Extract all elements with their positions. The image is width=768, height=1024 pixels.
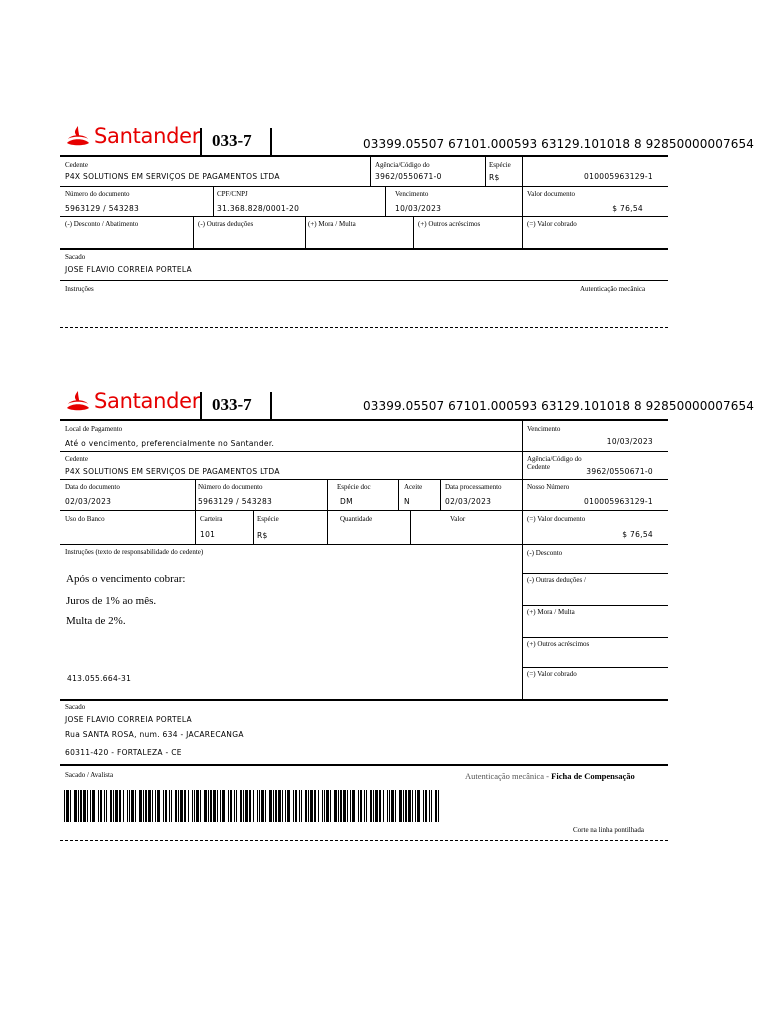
agencia-label-2: Cedente bbox=[527, 463, 550, 471]
aceite-value: N bbox=[404, 497, 410, 506]
flame-icon bbox=[66, 390, 90, 412]
local-label: Local de Pagamento bbox=[65, 425, 123, 433]
ficha-label: Ficha de Compensação bbox=[551, 771, 635, 781]
cedente-label: Cedente bbox=[65, 455, 88, 463]
local-value: Até o vencimento, preferencialmente no Santander. bbox=[65, 439, 275, 448]
data-doc-label: Data do documento bbox=[65, 483, 120, 491]
cut-line-bottom bbox=[60, 840, 668, 841]
instrucao-linha-3: Multa de 2%. bbox=[66, 615, 126, 627]
data-proc-value: 02/03/2023 bbox=[445, 497, 492, 506]
carteira-label: Carteira bbox=[200, 515, 223, 523]
sacado-cidade: 60311-420 - FORTALEZA - CE bbox=[65, 748, 182, 757]
vencimento-label: Vencimento bbox=[395, 190, 429, 198]
cedente-label: Cedente bbox=[65, 161, 88, 169]
mora-label: (+) Mora / Multa bbox=[527, 608, 575, 616]
outras-deducoes-label: (-) Outras deduções bbox=[198, 220, 254, 228]
outros-acrescimos-label: (+) Outros acréscimos bbox=[418, 220, 481, 228]
cedente-value: P4X SOLUTIONS EM SERVIÇOS DE PAGAMENTOS LTDA bbox=[65, 172, 280, 181]
digitable-line: 03399.05507 67101.000593 63129.101018 8 92850000007654 bbox=[363, 137, 754, 151]
num-doc-label: Número do documento bbox=[198, 483, 263, 491]
instrucoes-label: Instruções bbox=[65, 285, 94, 293]
sacado-label: Sacado bbox=[65, 703, 86, 711]
carteira-value: 101 bbox=[200, 530, 216, 539]
bank-code: 033-7 bbox=[212, 131, 252, 150]
valor-doc-label: (=) Valor documento bbox=[527, 515, 586, 523]
cut-line-top bbox=[60, 327, 668, 328]
desconto-label: (-) Desconto bbox=[527, 549, 563, 557]
especie-value: R$ bbox=[257, 531, 268, 540]
nosso-numero-value: 010005963129-1 bbox=[584, 172, 653, 181]
barcode bbox=[64, 790, 442, 822]
autenticacao-label: Autenticação mecânica bbox=[580, 285, 646, 293]
corte-label: Corte na linha pontilhada bbox=[573, 826, 644, 834]
outras-deducoes-label: (-) Outras deduções / bbox=[527, 576, 586, 584]
santander-logo-2 bbox=[66, 389, 200, 413]
autenticacao-label: Autenticação mecânica - bbox=[465, 771, 552, 781]
agencia-value: 3962/0550671-0 bbox=[375, 172, 442, 181]
brand-name: Santander bbox=[94, 124, 201, 148]
nosso-numero-label: Nosso Número bbox=[527, 483, 570, 491]
agencia-value: 3962/0550671-0 bbox=[586, 467, 653, 476]
especie-label: Espécie bbox=[257, 515, 279, 523]
vencimento-value: 10/03/2023 bbox=[606, 437, 653, 446]
sacado-label: Sacado bbox=[65, 253, 86, 261]
instrucoes-label: Instruções (texto de responsabilidade do cedente) bbox=[65, 548, 204, 556]
outros-acrescimos-label: (+) Outros acréscimos bbox=[527, 640, 590, 648]
aceite-label: Aceite bbox=[404, 483, 423, 491]
cpf-label: CPF/CNPJ bbox=[217, 190, 248, 198]
valor-doc-value: $ 76,54 bbox=[612, 204, 643, 213]
agencia-label: Agência/Código do bbox=[527, 455, 582, 463]
num-doc-value: 5963129 / 543283 bbox=[198, 497, 273, 506]
bank-code: 033-7 bbox=[212, 395, 252, 414]
especie-doc-value: DM bbox=[340, 497, 353, 506]
valor-cobrado-label: (=) Valor cobrado bbox=[527, 220, 577, 228]
instrucao-linha-1: Após o vencimento cobrar: bbox=[66, 573, 186, 585]
desconto-label: (-) Desconto / Abatimento bbox=[65, 220, 139, 228]
data-proc-label: Data processamento bbox=[445, 483, 502, 491]
uso-banco-label: Uso do Banco bbox=[65, 515, 105, 523]
especie-label: Espécie bbox=[489, 161, 511, 169]
instrucao-linha-2: Juros de 1% ao mês. bbox=[66, 595, 157, 607]
num-doc-value: 5963129 / 543283 bbox=[65, 204, 140, 213]
vencimento-label: Vencimento bbox=[527, 425, 561, 433]
valor-doc-label: Valor documento bbox=[527, 190, 576, 198]
valor-label: Valor bbox=[450, 515, 466, 523]
mora-label: (+) Mora / Multa bbox=[308, 220, 356, 228]
cpf-value: 31.368.828/0001-20 bbox=[217, 204, 300, 213]
vencimento-value: 10/03/2023 bbox=[395, 204, 442, 213]
agencia-label: Agência/Código do bbox=[375, 161, 430, 169]
digitable-line: 03399.05507 67101.000593 63129.101018 8 92850000007654 bbox=[363, 399, 754, 413]
quantidade-label: Quantidade bbox=[340, 515, 373, 523]
codigo-extra: 413.055.664-31 bbox=[67, 674, 132, 683]
sacador-label: Sacado / Avalista bbox=[65, 771, 114, 779]
valor-cobrado-label: (=) Valor cobrado bbox=[527, 670, 577, 678]
especie-doc-label: Espécie doc bbox=[337, 483, 371, 491]
flame-icon bbox=[66, 125, 90, 147]
sacado-value: JOSE FLAVIO CORREIA PORTELA bbox=[65, 265, 192, 274]
data-doc-value: 02/03/2023 bbox=[65, 497, 112, 506]
brand-name: Santander bbox=[94, 389, 201, 413]
num-doc-label: Número do documento bbox=[65, 190, 130, 198]
nosso-numero-value: 010005963129-1 bbox=[584, 497, 653, 506]
cedente-value: P4X SOLUTIONS EM SERVIÇOS DE PAGAMENTOS LTDA bbox=[65, 467, 280, 476]
especie-value: R$ bbox=[489, 173, 500, 182]
autenticacao-ficha bbox=[465, 771, 635, 781]
sacado-value: JOSE FLAVIO CORREIA PORTELA bbox=[65, 715, 192, 724]
santander-logo bbox=[66, 124, 200, 148]
sacado-endereco: Rua SANTA ROSA, num. 634 - JACARECANGA bbox=[65, 730, 244, 739]
valor-doc-value: $ 76,54 bbox=[622, 530, 653, 539]
